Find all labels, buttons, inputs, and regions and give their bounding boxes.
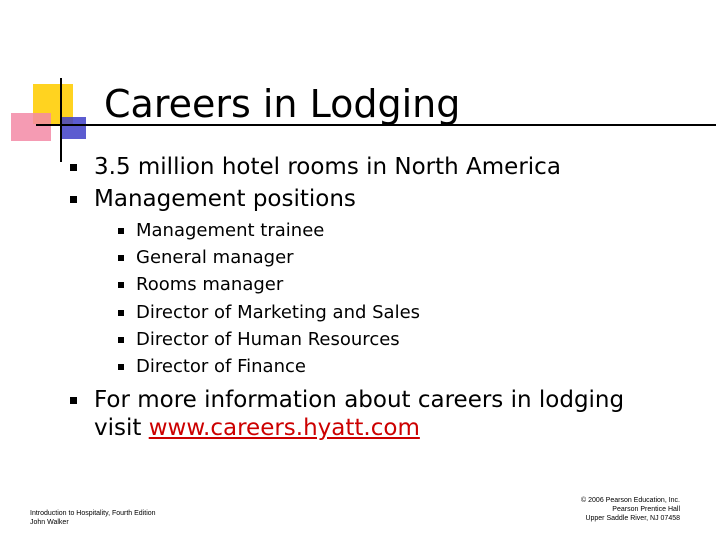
logo-blue-square: [60, 117, 86, 139]
square-bullet-icon: [70, 397, 77, 404]
sub-bullet-text: Director of Human Resources: [136, 329, 400, 350]
logo-vertical-rule: [60, 78, 62, 162]
more-info-line1: For more information about careers in lodging: [94, 387, 625, 413]
square-bullet-icon: [118, 282, 124, 288]
slide-title: Careers in Lodging: [104, 82, 461, 126]
sub-bullet-text: General manager: [136, 247, 294, 268]
square-bullet-icon: [118, 337, 124, 343]
bullet-text: 3.5 million hotel rooms in North America: [94, 154, 561, 180]
footer-location: Upper Saddle River, NJ 07458: [585, 515, 680, 522]
footer-author: John Walker: [30, 519, 69, 526]
footer-copyright: © 2006 Pearson Education, Inc.: [581, 497, 680, 504]
square-bullet-icon: [118, 364, 124, 370]
sub-bullet-text: Rooms manager: [136, 274, 284, 295]
hyatt-careers-link[interactable]: www.careers.hyatt.com: [148, 415, 420, 441]
footer-right: [581, 496, 680, 523]
sub-bullet-text: Director of Finance: [136, 356, 306, 377]
square-bullet-icon: [118, 310, 124, 316]
square-bullet-icon: [118, 255, 124, 261]
sub-bullet-text: Director of Marketing and Sales: [136, 302, 421, 323]
square-bullet-icon: [70, 164, 77, 171]
square-bullet-icon: [118, 228, 124, 234]
bullet-text: Management positions: [94, 186, 356, 212]
footer-book-title: Introduction to Hospitality, Fourth Edition: [30, 510, 156, 517]
logo-red-square: [11, 113, 51, 141]
sub-bullet-text: Management trainee: [136, 220, 325, 241]
footer-publisher: Pearson Prentice Hall: [612, 506, 680, 513]
more-info-prefix: visit: [94, 415, 149, 441]
square-bullet-icon: [70, 196, 77, 203]
footer-left: [30, 509, 156, 527]
